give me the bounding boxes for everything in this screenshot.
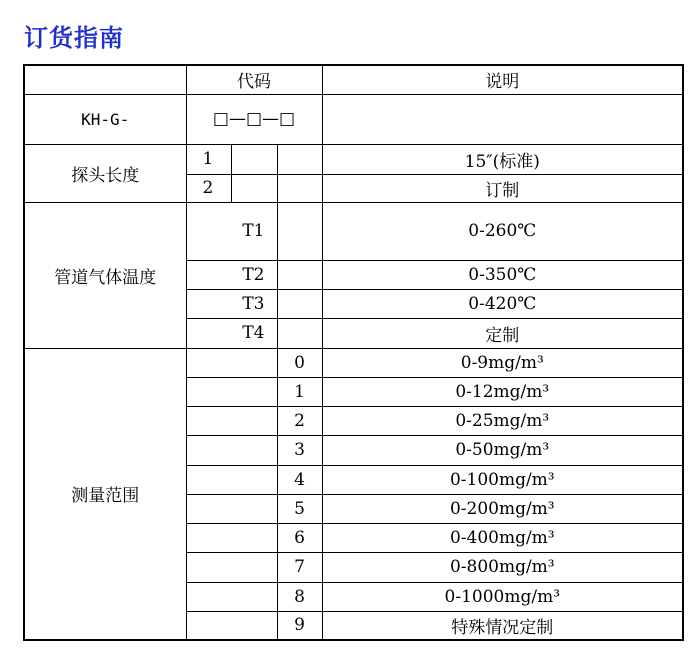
measuring-range-description: 0-9mg/m³	[322, 348, 683, 377]
gas-temperature-spacer	[277, 318, 322, 348]
gas-temperature-spacer	[277, 202, 322, 260]
measuring-range-code: 4	[277, 465, 322, 494]
measuring-range-description: 0-400mg/m³	[322, 523, 683, 552]
gas-temperature-description: 0-260℃	[322, 202, 683, 260]
gas-temperature-row	[24, 202, 683, 260]
probe-length-spacer	[277, 144, 322, 174]
measuring-range-code: 2	[277, 406, 322, 435]
gas-temperature-spacer	[277, 289, 322, 318]
gas-temperature-code: T4	[186, 318, 277, 348]
header-blank	[24, 65, 186, 94]
gas-temperature-spacer	[277, 260, 322, 289]
gas-temperature-description: 0-420℃	[322, 289, 683, 318]
measuring-range-spacer	[186, 582, 277, 611]
measuring-range-description: 0-25mg/m³	[322, 406, 683, 435]
measuring-range-code: 7	[277, 552, 322, 582]
measuring-range-row	[24, 348, 683, 377]
probe-length-row	[24, 144, 683, 174]
probe-length-spacer	[277, 174, 322, 202]
gas-temperature-code: T3	[186, 289, 277, 318]
measuring-range-code: 5	[277, 494, 322, 523]
header-row	[24, 65, 683, 94]
model-description	[322, 94, 683, 144]
gas-temperature-label: 管道气体温度	[24, 202, 186, 348]
gas-temperature-description: 定制	[322, 318, 683, 348]
measuring-range-spacer	[186, 465, 277, 494]
probe-length-label: 探头长度	[24, 144, 186, 202]
gas-temperature-code: T1	[186, 202, 277, 260]
measuring-range-label: 测量范围	[24, 348, 186, 640]
probe-length-description: 15″(标准)	[322, 144, 683, 174]
probe-length-spacer	[231, 174, 277, 202]
measuring-range-spacer	[186, 377, 277, 406]
probe-length-spacer	[231, 144, 277, 174]
gas-temperature-description: 0-350℃	[322, 260, 683, 289]
measuring-range-code: 1	[277, 377, 322, 406]
measuring-range-code: 8	[277, 582, 322, 611]
model-code-pattern: □—□—□	[186, 94, 322, 144]
measuring-range-code: 9	[277, 611, 322, 640]
measuring-range-code: 0	[277, 348, 322, 377]
measuring-range-spacer	[186, 523, 277, 552]
model-row	[24, 94, 683, 144]
page-title: 订货指南	[24, 24, 124, 52]
measuring-range-spacer	[186, 494, 277, 523]
measuring-range-description: 0-800mg/m³	[322, 552, 683, 582]
header-description: 说明	[322, 65, 683, 94]
measuring-range-code: 6	[277, 523, 322, 552]
probe-length-code: 2	[186, 174, 231, 202]
measuring-range-description: 0-50mg/m³	[322, 435, 683, 465]
measuring-range-description: 特殊情况定制	[322, 611, 683, 640]
measuring-range-description: 0-100mg/m³	[322, 465, 683, 494]
measuring-range-code: 3	[277, 435, 322, 465]
measuring-range-spacer	[186, 406, 277, 435]
measuring-range-spacer	[186, 552, 277, 582]
measuring-range-description: 0-1000mg/m³	[322, 582, 683, 611]
measuring-range-description: 0-12mg/m³	[322, 377, 683, 406]
measuring-range-description: 0-200mg/m³	[322, 494, 683, 523]
probe-length-description: 订制	[322, 174, 683, 202]
gas-temperature-code: T2	[186, 260, 277, 289]
ordering-guide-table	[23, 64, 684, 641]
header-code: 代码	[186, 65, 322, 94]
measuring-range-spacer	[186, 435, 277, 465]
measuring-range-spacer	[186, 611, 277, 640]
model-label: KH-G-	[24, 94, 186, 144]
measuring-range-spacer	[186, 348, 277, 377]
probe-length-code: 1	[186, 144, 231, 174]
